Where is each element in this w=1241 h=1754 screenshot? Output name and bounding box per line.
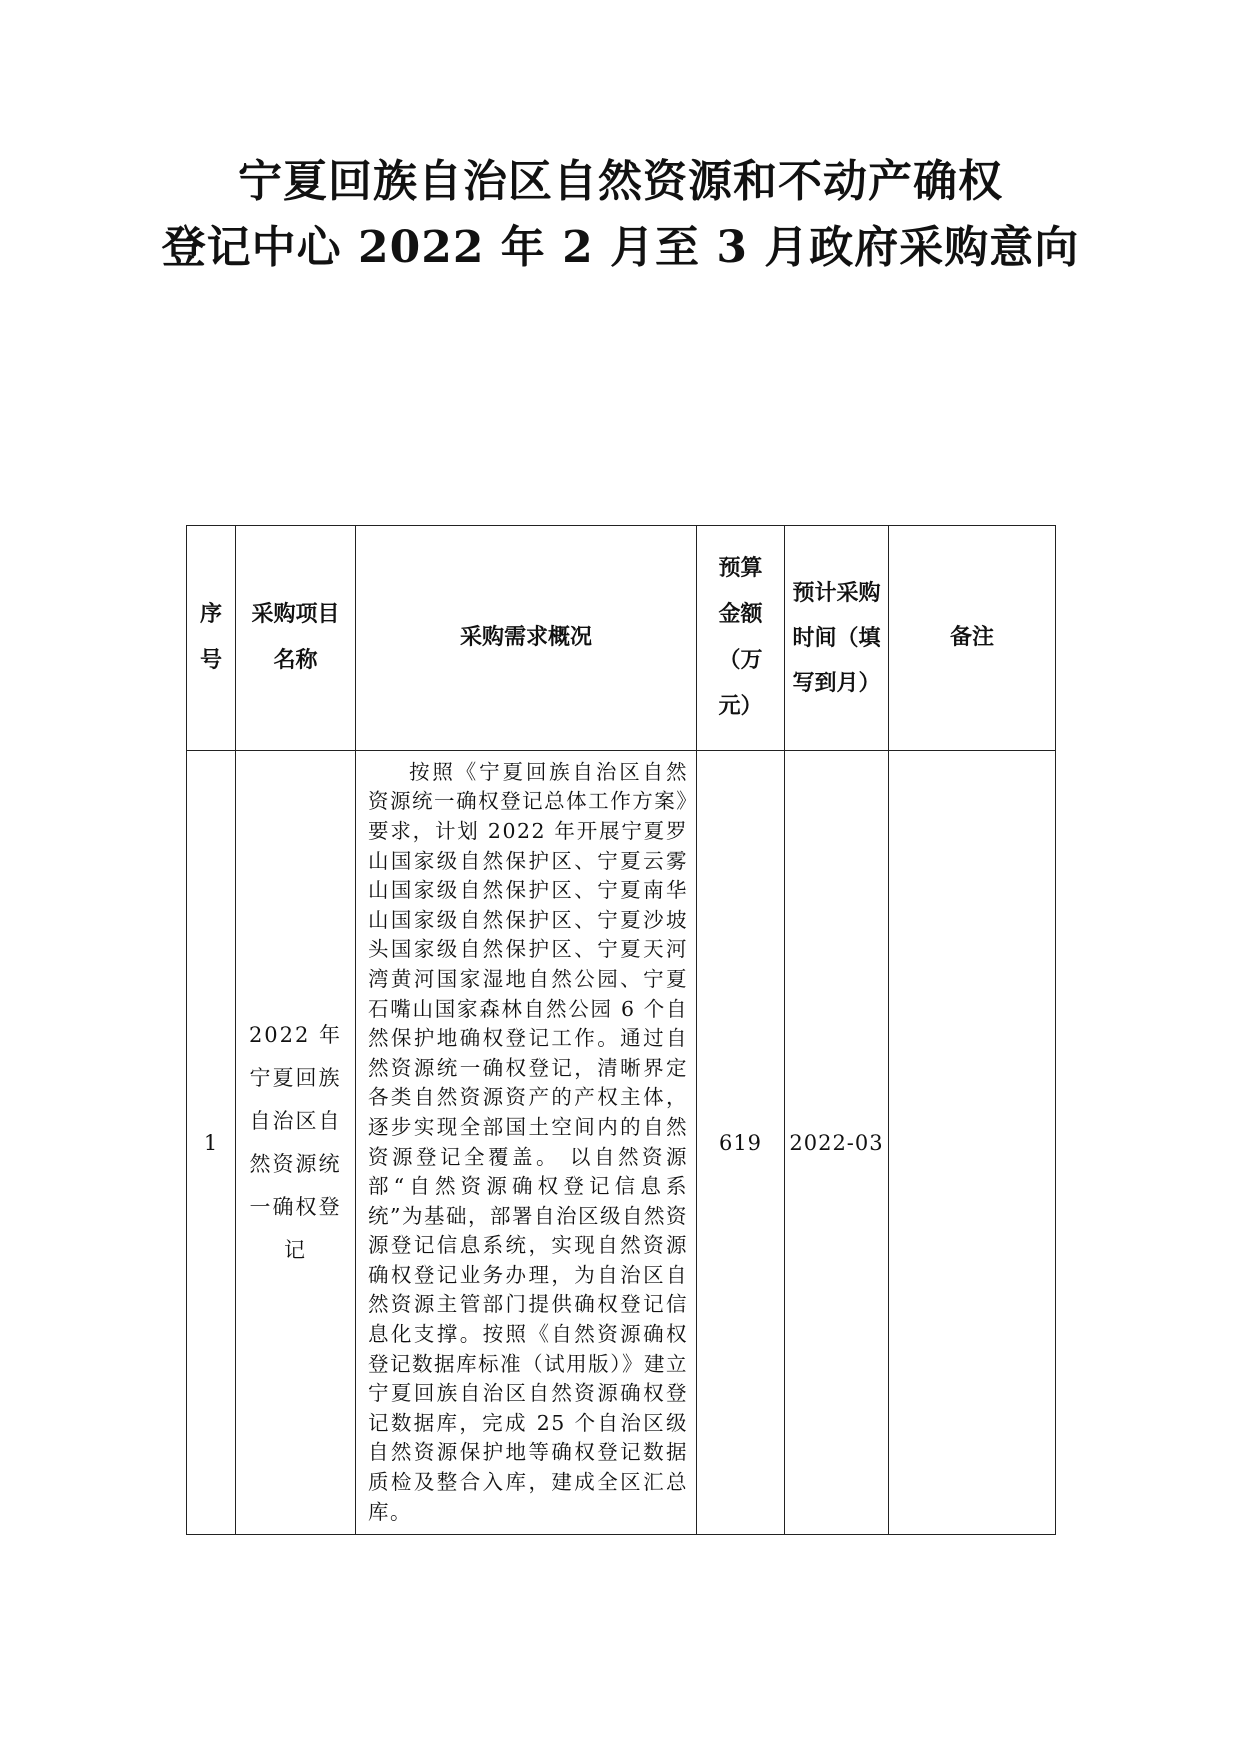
header-time-label: 预计采购时间（填写到月） [792, 580, 881, 696]
header-time [785, 526, 889, 751]
cell-budget: 619 [697, 751, 785, 1535]
header-project-name-label: 采购项目名称 [251, 602, 340, 673]
cell-time: 2022-03 [785, 751, 889, 1535]
cell-requirement-text: 按照《宁夏回族自治区自然资源统一确权登记总体工作方案》要求，计划 2022 年开展宁夏罗山国家级自然保护区、宁夏云雾山国家级自然保护区、宁夏南华山国家级自然保护区、宁夏沙坡头国家级自然保护区、宁夏天河湾黄河国家湿地自然公园、宁夏石嘴山国家森林自然公园 6 个自然保护地确权登记工作。通过自然资源统一确权登记，清晰界定各类自然资源资产的产权主体，逐步实现全部国土空间内的自然资源登记全覆盖。 以自然资源部“自然资源确权登记信息系统”为基础，部署自治区级自然资源登记信息系统，实现自然资源确权登记业务办理，为自治区自然资源主管部门提供确权登记信息化支撑。按照《自然资源确权登记数据库标准（试用版）》建立宁夏回族自治区自然资源确权登记数据库，完成 25 个自治区级自然资源保护地等确权登记数据质检及整合入库，建成全区汇总库。 [368, 759, 688, 1524]
header-budget [697, 526, 785, 751]
header-remark-label: 备注 [949, 625, 994, 650]
cell-project-name [236, 751, 356, 1535]
document-title-line-1: 宁夏回族自治区自然资源和不动产确权 [238, 156, 1003, 207]
header-requirement-label: 采购需求概况 [459, 625, 592, 650]
header-requirement [356, 526, 697, 751]
header-seq [187, 526, 236, 751]
header-seq-label: 序号 [199, 602, 222, 673]
document-title-line-2: 登记中心 2022 年 2 月至 3 月政府采购意向 [161, 222, 1080, 273]
cell-remark [889, 751, 1056, 1535]
procurement-intention-table [186, 525, 1056, 1535]
cell-seq: 1 [187, 751, 236, 1535]
header-budget-label: 预算金额（万元） [718, 556, 763, 719]
table-header-row [187, 526, 1056, 751]
header-project-name [236, 526, 356, 751]
cell-requirement [356, 751, 697, 1535]
cell-project-name-text: 2022 年宁夏回族自治区自然资源统一确权登记 [248, 1022, 343, 1262]
table-row [187, 751, 1056, 1535]
header-remark [889, 526, 1056, 751]
